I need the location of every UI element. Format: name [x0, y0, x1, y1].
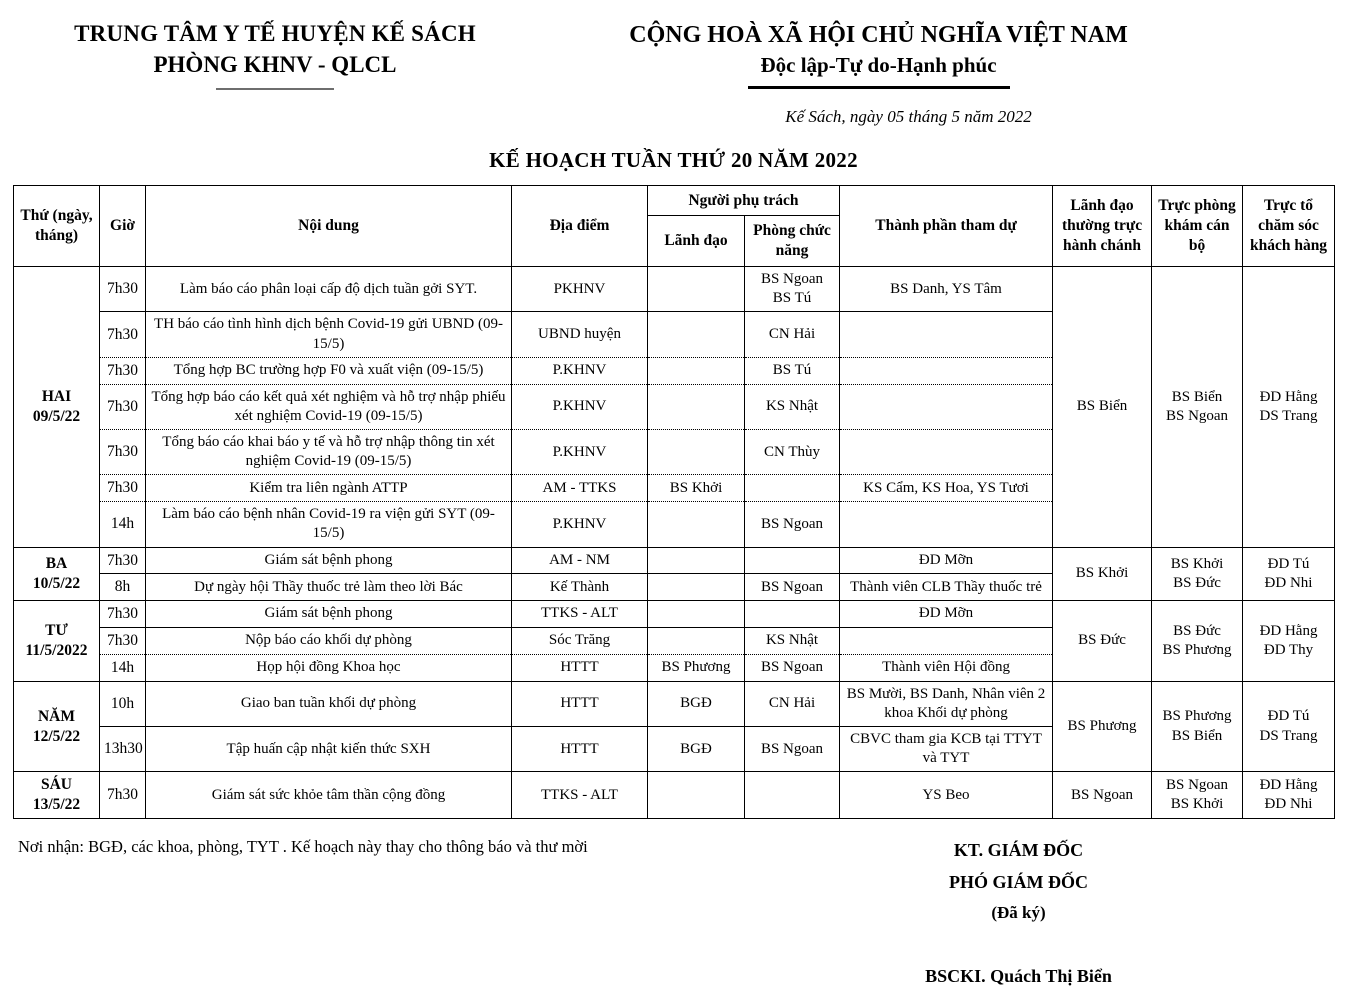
cell-participants [840, 312, 1053, 357]
cell-time: 7h30 [100, 601, 146, 628]
cell-content: Giám sát bệnh phong [146, 547, 512, 574]
cell-clinic-duty: BS Biển BS Ngoan [1152, 266, 1243, 547]
cell-content: Giám sát sức khỏe tâm thần cộng đồng [146, 772, 512, 819]
cell-incharge-leader [648, 357, 745, 384]
department-name: PHÒNG KHNV - QLCL [153, 52, 397, 78]
cell-place: TTKS - ALT [512, 772, 648, 819]
document-footer [0, 819, 1347, 992]
weekly-plan-table [13, 185, 1335, 820]
cell-admin-duty: BS Biển [1053, 266, 1152, 547]
national-motto: Độc lập-Tự do-Hạnh phúc [760, 53, 997, 77]
cell-clinic-duty: BS Ngoan BS Khởi [1152, 772, 1243, 819]
recipients-note: Nơi nhận: BGĐ, các khoa, phòng, TYT . Kế hoạch này thay cho thông báo và thư mời [18, 837, 588, 857]
cell-participants [840, 502, 1053, 547]
col-header-place: Địa điểm [512, 185, 648, 266]
cell-time: 13h30 [100, 727, 146, 772]
cell-day: TƯ 11/5/2022 [14, 601, 100, 681]
cell-incharge-dept [745, 475, 840, 502]
col-header-care-duty: Trực tổ chăm sóc khách hàng [1243, 185, 1335, 266]
cell-time: 7h30 [100, 628, 146, 655]
cell-incharge-dept: KS Nhật [745, 628, 840, 655]
cell-incharge-leader [648, 574, 745, 601]
col-header-time: Giờ [100, 185, 146, 266]
cell-incharge-leader: BS Khởi [648, 475, 745, 502]
col-header-incharge-dept: Phòng chức năng [745, 216, 840, 267]
page-title: KẾ HOẠCH TUẦN THỨ 20 NĂM 2022 [489, 147, 858, 172]
cell-incharge-dept: BS Ngoan [745, 654, 840, 681]
cell-day: HAI 09/5/22 [14, 266, 100, 547]
cell-content: Dự ngày hội Thầy thuốc trẻ làm theo lời Bác [146, 574, 512, 601]
cell-place: PKHNV [512, 266, 648, 311]
cell-time: 7h30 [100, 772, 146, 819]
cell-time: 14h [100, 502, 146, 547]
cell-place: TTKS - ALT [512, 601, 648, 628]
cell-incharge-dept [745, 601, 840, 628]
cell-incharge-dept: BS Ngoan BS Tú [745, 266, 840, 311]
cell-participants [840, 357, 1053, 384]
col-header-admin-duty: Lãnh đạo thường trực hành chánh [1053, 185, 1152, 266]
cell-incharge-leader: BGĐ [648, 681, 745, 726]
table-row [14, 681, 1335, 726]
cell-participants: BS Mười, BS Danh, Nhân viên 2 khoa Khối dự phòng [840, 681, 1053, 726]
cell-content: Tổng báo cáo khai báo y tế và hỗ trợ nhập thông tin xét nghiệm Covid-19 (09-15/5) [146, 429, 512, 474]
cell-place: AM - TTKS [512, 475, 648, 502]
cell-incharge-leader [648, 266, 745, 311]
cell-participants: YS Beo [840, 772, 1053, 819]
table-body [14, 266, 1335, 818]
cell-admin-duty: BS Đức [1053, 601, 1152, 681]
cell-admin-duty: BS Ngoan [1053, 772, 1152, 819]
cell-participants: BS Danh, YS Tâm [840, 266, 1053, 311]
cell-content: Giám sát bệnh phong [146, 601, 512, 628]
plan-table-wrapper [0, 185, 1347, 820]
table-row [14, 772, 1335, 819]
cell-participants [840, 628, 1053, 655]
cell-incharge-dept [745, 772, 840, 819]
cell-incharge-dept: CN Hải [745, 312, 840, 357]
table-row [14, 547, 1335, 574]
cell-participants: Thành viên CLB Thầy thuốc trẻ [840, 574, 1053, 601]
cell-day: BA 10/5/22 [14, 547, 100, 601]
cell-place: HTTT [512, 681, 648, 726]
cell-incharge-leader [648, 547, 745, 574]
cell-time: 14h [100, 654, 146, 681]
col-header-content: Nội dung [146, 185, 512, 266]
cell-incharge-dept: BS Ngoan [745, 502, 840, 547]
cell-incharge-dept: BS Tú [745, 357, 840, 384]
cell-clinic-duty: BS Phương BS Biển [1152, 681, 1243, 772]
cell-incharge-dept: BS Ngoan [745, 727, 840, 772]
cell-time: 7h30 [100, 266, 146, 311]
table-head [14, 185, 1335, 266]
table-row [14, 266, 1335, 311]
cell-participants: ĐD Mỡn [840, 547, 1053, 574]
cell-place: HTTT [512, 727, 648, 772]
cell-clinic-duty: BS Khởi BS Đức [1152, 547, 1243, 601]
cell-content: Tập huấn cập nhật kiến thức SXH [146, 727, 512, 772]
cell-time: 7h30 [100, 357, 146, 384]
cell-incharge-leader [648, 772, 745, 819]
cell-participants: Thành viên Hội đồng [840, 654, 1053, 681]
cell-incharge-dept: BS Ngoan [745, 574, 840, 601]
cell-content: TH báo cáo tình hình dịch bệnh Covid-19 gửi UBND (09-15/5) [146, 312, 512, 357]
cell-content: Tổng hợp báo cáo kết quả xét nghiệm và hỗ trợ nhập phiếu xét nghiệm Covid-19 (09-15/5) [146, 384, 512, 429]
cell-place: P.KHNV [512, 357, 648, 384]
place-and-date: Kế Sách, ngày 05 tháng 5 năm 2022 [785, 106, 1032, 126]
cell-time: 7h30 [100, 475, 146, 502]
cell-participants [840, 384, 1053, 429]
cell-place: Sóc Trăng [512, 628, 648, 655]
cell-place: HTTT [512, 654, 648, 681]
signature-signed-note: (Đã ký) [991, 903, 1046, 923]
cell-incharge-leader [648, 502, 745, 547]
cell-place: P.KHNV [512, 384, 648, 429]
cell-care-duty: ĐD Tú ĐD Nhi [1243, 547, 1335, 601]
cell-content: Làm báo cáo bệnh nhân Covid-19 ra viện gửi SYT (09-15/5) [146, 502, 512, 547]
signature-title-2: PHÓ GIÁM ĐỐC [949, 871, 1088, 892]
cell-incharge-leader: BGĐ [648, 727, 745, 772]
cell-participants: ĐD Mỡn [840, 601, 1053, 628]
cell-participants [840, 429, 1053, 474]
cell-care-duty: ĐD Tú DS Trang [1243, 681, 1335, 772]
cell-content: Làm báo cáo phân loại cấp độ dịch tuần gởi SYT. [146, 266, 512, 311]
signature-title-1: KT. GIÁM ĐỐC [953, 840, 1084, 861]
col-header-day: Thứ (ngày, tháng) [14, 185, 100, 266]
cell-admin-duty: BS Phương [1053, 681, 1152, 772]
cell-care-duty: ĐD Hằng ĐD Nhi [1243, 772, 1335, 819]
signature-name: BSCKI. Quách Thị Biển [925, 965, 1112, 986]
cell-place: AM - NM [512, 547, 648, 574]
cell-time: 7h30 [100, 547, 146, 574]
cell-incharge-leader [648, 628, 745, 655]
cell-place: Kế Thành [512, 574, 648, 601]
header-row-1 [14, 185, 1335, 216]
cell-incharge-dept: CN Thùy [745, 429, 840, 474]
national-heading-block [520, 20, 1347, 127]
cell-care-duty: ĐD Hằng DS Trang [1243, 266, 1335, 547]
organization-block [0, 20, 520, 90]
col-header-clinic-duty: Trực phòng khám cán bộ [1152, 185, 1243, 266]
cell-day: SÁU 13/5/22 [14, 772, 100, 819]
cell-incharge-leader [648, 384, 745, 429]
cell-incharge-leader [648, 429, 745, 474]
cell-time: 7h30 [100, 429, 146, 474]
cell-place: UBND huyện [512, 312, 648, 357]
col-header-incharge-leader: Lãnh đạo [648, 216, 745, 267]
signature-block [778, 835, 1329, 992]
cell-incharge-leader [648, 601, 745, 628]
cell-content: Giao ban tuần khối dự phòng [146, 681, 512, 726]
cell-participants: KS Cẩm, KS Hoa, YS Tươi [840, 475, 1053, 502]
organization-underline [216, 88, 334, 90]
national-title: CỘNG HOÀ XÃ HỘI CHỦ NGHĨA VIỆT NAM [629, 22, 1128, 48]
cell-incharge-leader: BS Phương [648, 654, 745, 681]
cell-place: P.KHNV [512, 429, 648, 474]
cell-time: 7h30 [100, 384, 146, 429]
cell-participants: CBVC tham gia KCB tại TTYT và TYT [840, 727, 1053, 772]
cell-content: Tổng hợp BC trường hợp F0 và xuất viện (09-15/5) [146, 357, 512, 384]
table-row [14, 601, 1335, 628]
cell-content: Kiểm tra liên ngành ATTP [146, 475, 512, 502]
cell-incharge-dept [745, 547, 840, 574]
cell-care-duty: ĐD Hằng ĐD Thy [1243, 601, 1335, 681]
cell-content: Họp hội đồng Khoa học [146, 654, 512, 681]
col-header-incharge-group: Người phụ trách [648, 185, 840, 216]
cell-time: 7h30 [100, 312, 146, 357]
cell-time: 8h [100, 574, 146, 601]
cell-incharge-leader [648, 312, 745, 357]
cell-time: 10h [100, 681, 146, 726]
cell-incharge-dept: CN Hải [745, 681, 840, 726]
cell-day: NĂM 12/5/22 [14, 681, 100, 772]
cell-incharge-dept: KS Nhật [745, 384, 840, 429]
cell-admin-duty: BS Khởi [1053, 547, 1152, 601]
cell-clinic-duty: BS Đức BS Phương [1152, 601, 1243, 681]
organization-name: TRUNG TÂM Y TẾ HUYỆN KẾ SÁCH [74, 21, 476, 46]
cell-place: P.KHNV [512, 502, 648, 547]
national-motto-underline [748, 86, 1010, 89]
cell-content: Nộp báo cáo khối dự phòng [146, 628, 512, 655]
col-header-participants: Thành phần tham dự [840, 185, 1053, 266]
document-header [0, 0, 1347, 127]
